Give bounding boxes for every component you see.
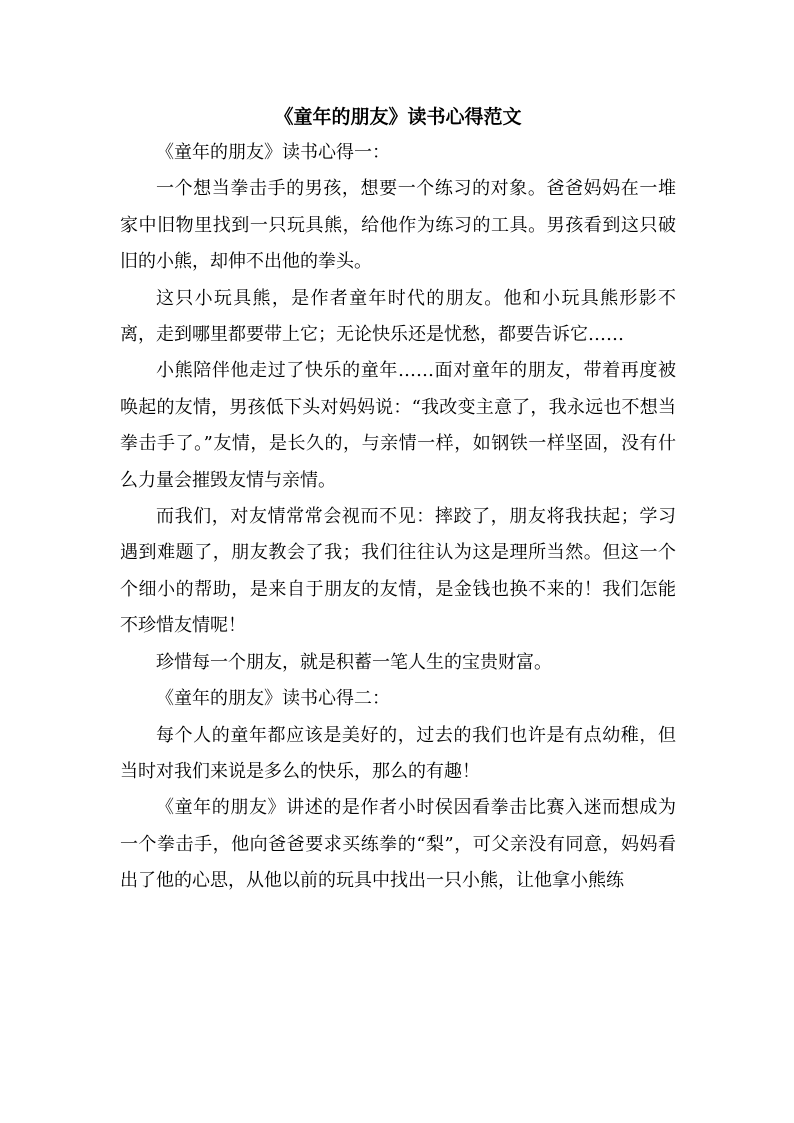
paragraph: 而我们，对友情常常会视而不见：摔跤了，朋友将我扶起；学习遇到难题了，朋友教会了我；我们往往认为这是理所当然。但这一个个细小的帮助，是来自于朋友的友情，是金钱也换不来的！我们怎能不珍惜友情呢！ [120, 506, 676, 637]
document-page [120, 101, 676, 900]
document-title: 《童年的朋友》读书心得范文 [274, 106, 522, 128]
paragraph-heading-2: 《童年的朋友》读书心得二： [156, 688, 390, 710]
paragraph: 这只小玩具熊，是作者童年时代的朋友。他和小玩具熊形影不离，走到哪里都要带上它；无论快乐还是忧愁，都要告诉它…… [120, 287, 676, 346]
paragraph-heading-1: 《童年的朋友》读书心得一： [156, 142, 390, 163]
paragraph: 珍惜每一个朋友，就是积蓄一笔人生的宝贵财富。 [156, 651, 552, 673]
paragraph: 每个人的童年都应该是美好的，过去的我们也许是有点幼稚，但当时对我们来说是多么的快乐，那么的有趣！ [120, 724, 676, 782]
paragraph: 《童年的朋友》讲述的是作者小时侯因看拳击比赛入迷而想成为一个拳击手，他向爸爸要求买练拳的“梨”，可父亲没有同意，妈妈看出了他的心思，从他以前的玩具中找出一只小熊，让他拿小熊练 [120, 797, 676, 892]
paragraph: 小熊陪伴他走过了快乐的童年……面对童年的朋友，带着再度被唤起的友情，男孩低下头对妈妈说：“我改变主意了，我永远也不想当拳击手了。”友情，是长久的，与亲情一样，如钢铁一样坚固，没有什么力量会摧毁友情与亲情。 [120, 360, 676, 491]
paragraph: 一个想当拳击手的男孩，想要一个练习的对象。爸爸妈妈在一堆家中旧物里找到一只玩具熊，给他作为练习的工具。男孩看到这只破旧的小熊，却伸不出他的拳头。 [120, 178, 676, 273]
